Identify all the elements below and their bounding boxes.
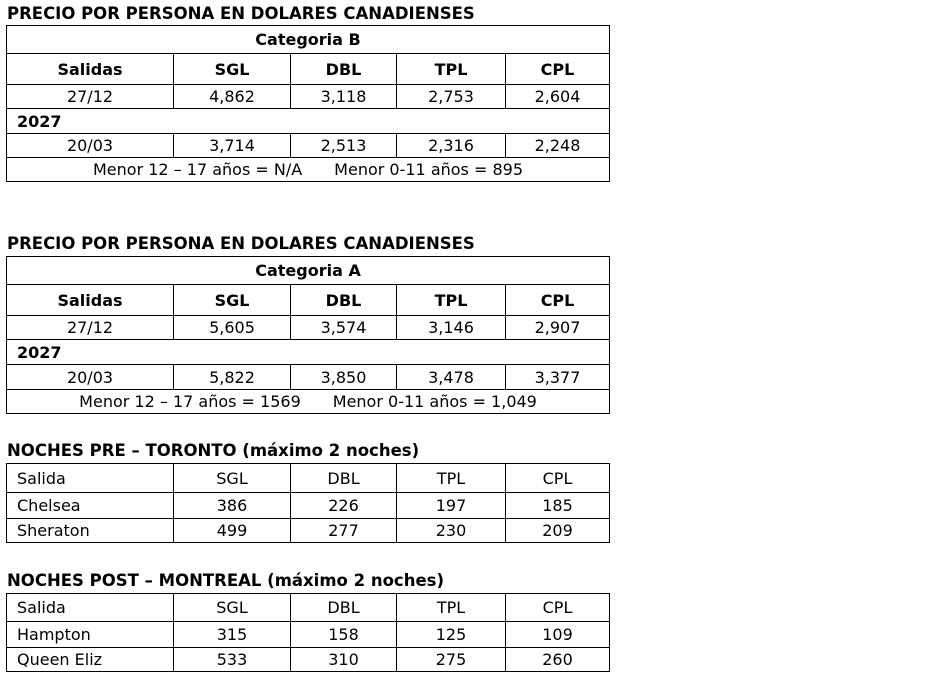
table-cell: 209 (506, 519, 610, 543)
column-header: DBL (291, 594, 397, 622)
column-header: TPL (397, 464, 506, 493)
montreal-nights-table (6, 593, 610, 672)
teen-price-note: Menor 12 – 17 años = 1569 (79, 392, 301, 411)
child-price-note: Menor 0-11 años = 895 (334, 160, 523, 179)
column-header: CPL (506, 54, 610, 85)
table-cell: 226 (291, 493, 397, 519)
table-cell: 3,478 (397, 365, 506, 390)
price-table-categoria-b (6, 25, 610, 182)
table-cell: 230 (397, 519, 506, 543)
hotel-name: Hampton (7, 622, 174, 648)
table-cell: 3,377 (506, 365, 610, 390)
table-cell: 3,574 (291, 316, 397, 340)
table-cell: 20/03 (7, 365, 174, 390)
table-row (7, 519, 610, 543)
table-row (7, 316, 610, 340)
toronto-nights-table (6, 463, 610, 543)
hotel-name: Sheraton (7, 519, 174, 543)
table-cell: 260 (506, 648, 610, 672)
column-header: SGL (174, 594, 291, 622)
table-cell: 158 (291, 622, 397, 648)
hotel-name: Chelsea (7, 493, 174, 519)
table-cell: 5,605 (174, 316, 291, 340)
table-cell: 315 (174, 622, 291, 648)
section-heading-toronto: NOCHES PRE – TORONTO (máximo 2 noches) (7, 441, 420, 460)
teen-price-note: Menor 12 – 17 años = N/A (93, 160, 303, 179)
table-cell: 2,604 (506, 85, 610, 109)
column-header: Salidas (7, 285, 174, 316)
table-cell: 5,822 (174, 365, 291, 390)
column-header: TPL (397, 594, 506, 622)
column-header: SGL (174, 285, 291, 316)
children-price-note (7, 158, 610, 182)
child-price-note: Menor 0-11 años = 1,049 (332, 392, 537, 411)
table-cell: 125 (397, 622, 506, 648)
year-label: 2027 (7, 109, 610, 134)
table-cell: 3,118 (291, 85, 397, 109)
column-header: CPL (506, 464, 610, 493)
column-header: SGL (174, 54, 291, 85)
column-header: CPL (506, 594, 610, 622)
table-cell: 3,714 (174, 134, 291, 158)
table-cell: 4,862 (174, 85, 291, 109)
column-header: Salida (7, 464, 174, 493)
table-row (7, 85, 610, 109)
category-title: Categoria A (7, 257, 610, 285)
column-header: Salidas (7, 54, 174, 85)
column-header: SGL (174, 464, 291, 493)
table-cell: 2,316 (397, 134, 506, 158)
table-cell: 20/03 (7, 134, 174, 158)
table-cell: 3,850 (291, 365, 397, 390)
table-cell: 27/12 (7, 85, 174, 109)
price-table-categoria-a (6, 256, 610, 414)
table-cell: 499 (174, 519, 291, 543)
table-cell: 386 (174, 493, 291, 519)
table-cell: 533 (174, 648, 291, 672)
section-heading-categoria-a: PRECIO POR PERSONA EN DOLARES CANADIENSES (7, 234, 475, 253)
column-header: Salida (7, 594, 174, 622)
table-row (7, 622, 610, 648)
children-price-note (7, 390, 610, 414)
table-cell: 277 (291, 519, 397, 543)
table-cell: 197 (397, 493, 506, 519)
category-title: Categoria B (7, 26, 610, 54)
column-header: DBL (291, 464, 397, 493)
table-cell: 275 (397, 648, 506, 672)
column-header: DBL (291, 54, 397, 85)
table-row (7, 648, 610, 672)
table-cell: 2,907 (506, 316, 610, 340)
year-label: 2027 (7, 340, 610, 365)
table-cell: 2,513 (291, 134, 397, 158)
table-cell: 27/12 (7, 316, 174, 340)
section-heading-categoria-b: PRECIO POR PERSONA EN DOLARES CANADIENSES (7, 4, 475, 23)
table-cell: 3,146 (397, 316, 506, 340)
section-heading-montreal: NOCHES POST – MONTREAL (máximo 2 noches) (7, 571, 444, 590)
table-cell: 2,248 (506, 134, 610, 158)
column-header: DBL (291, 285, 397, 316)
hotel-name: Queen Eliz (7, 648, 174, 672)
table-cell: 185 (506, 493, 610, 519)
column-header: TPL (397, 285, 506, 316)
table-row (7, 493, 610, 519)
table-cell: 109 (506, 622, 610, 648)
table-row (7, 134, 610, 158)
table-cell: 2,753 (397, 85, 506, 109)
column-header: TPL (397, 54, 506, 85)
table-cell: 310 (291, 648, 397, 672)
column-header: CPL (506, 285, 610, 316)
table-row (7, 365, 610, 390)
